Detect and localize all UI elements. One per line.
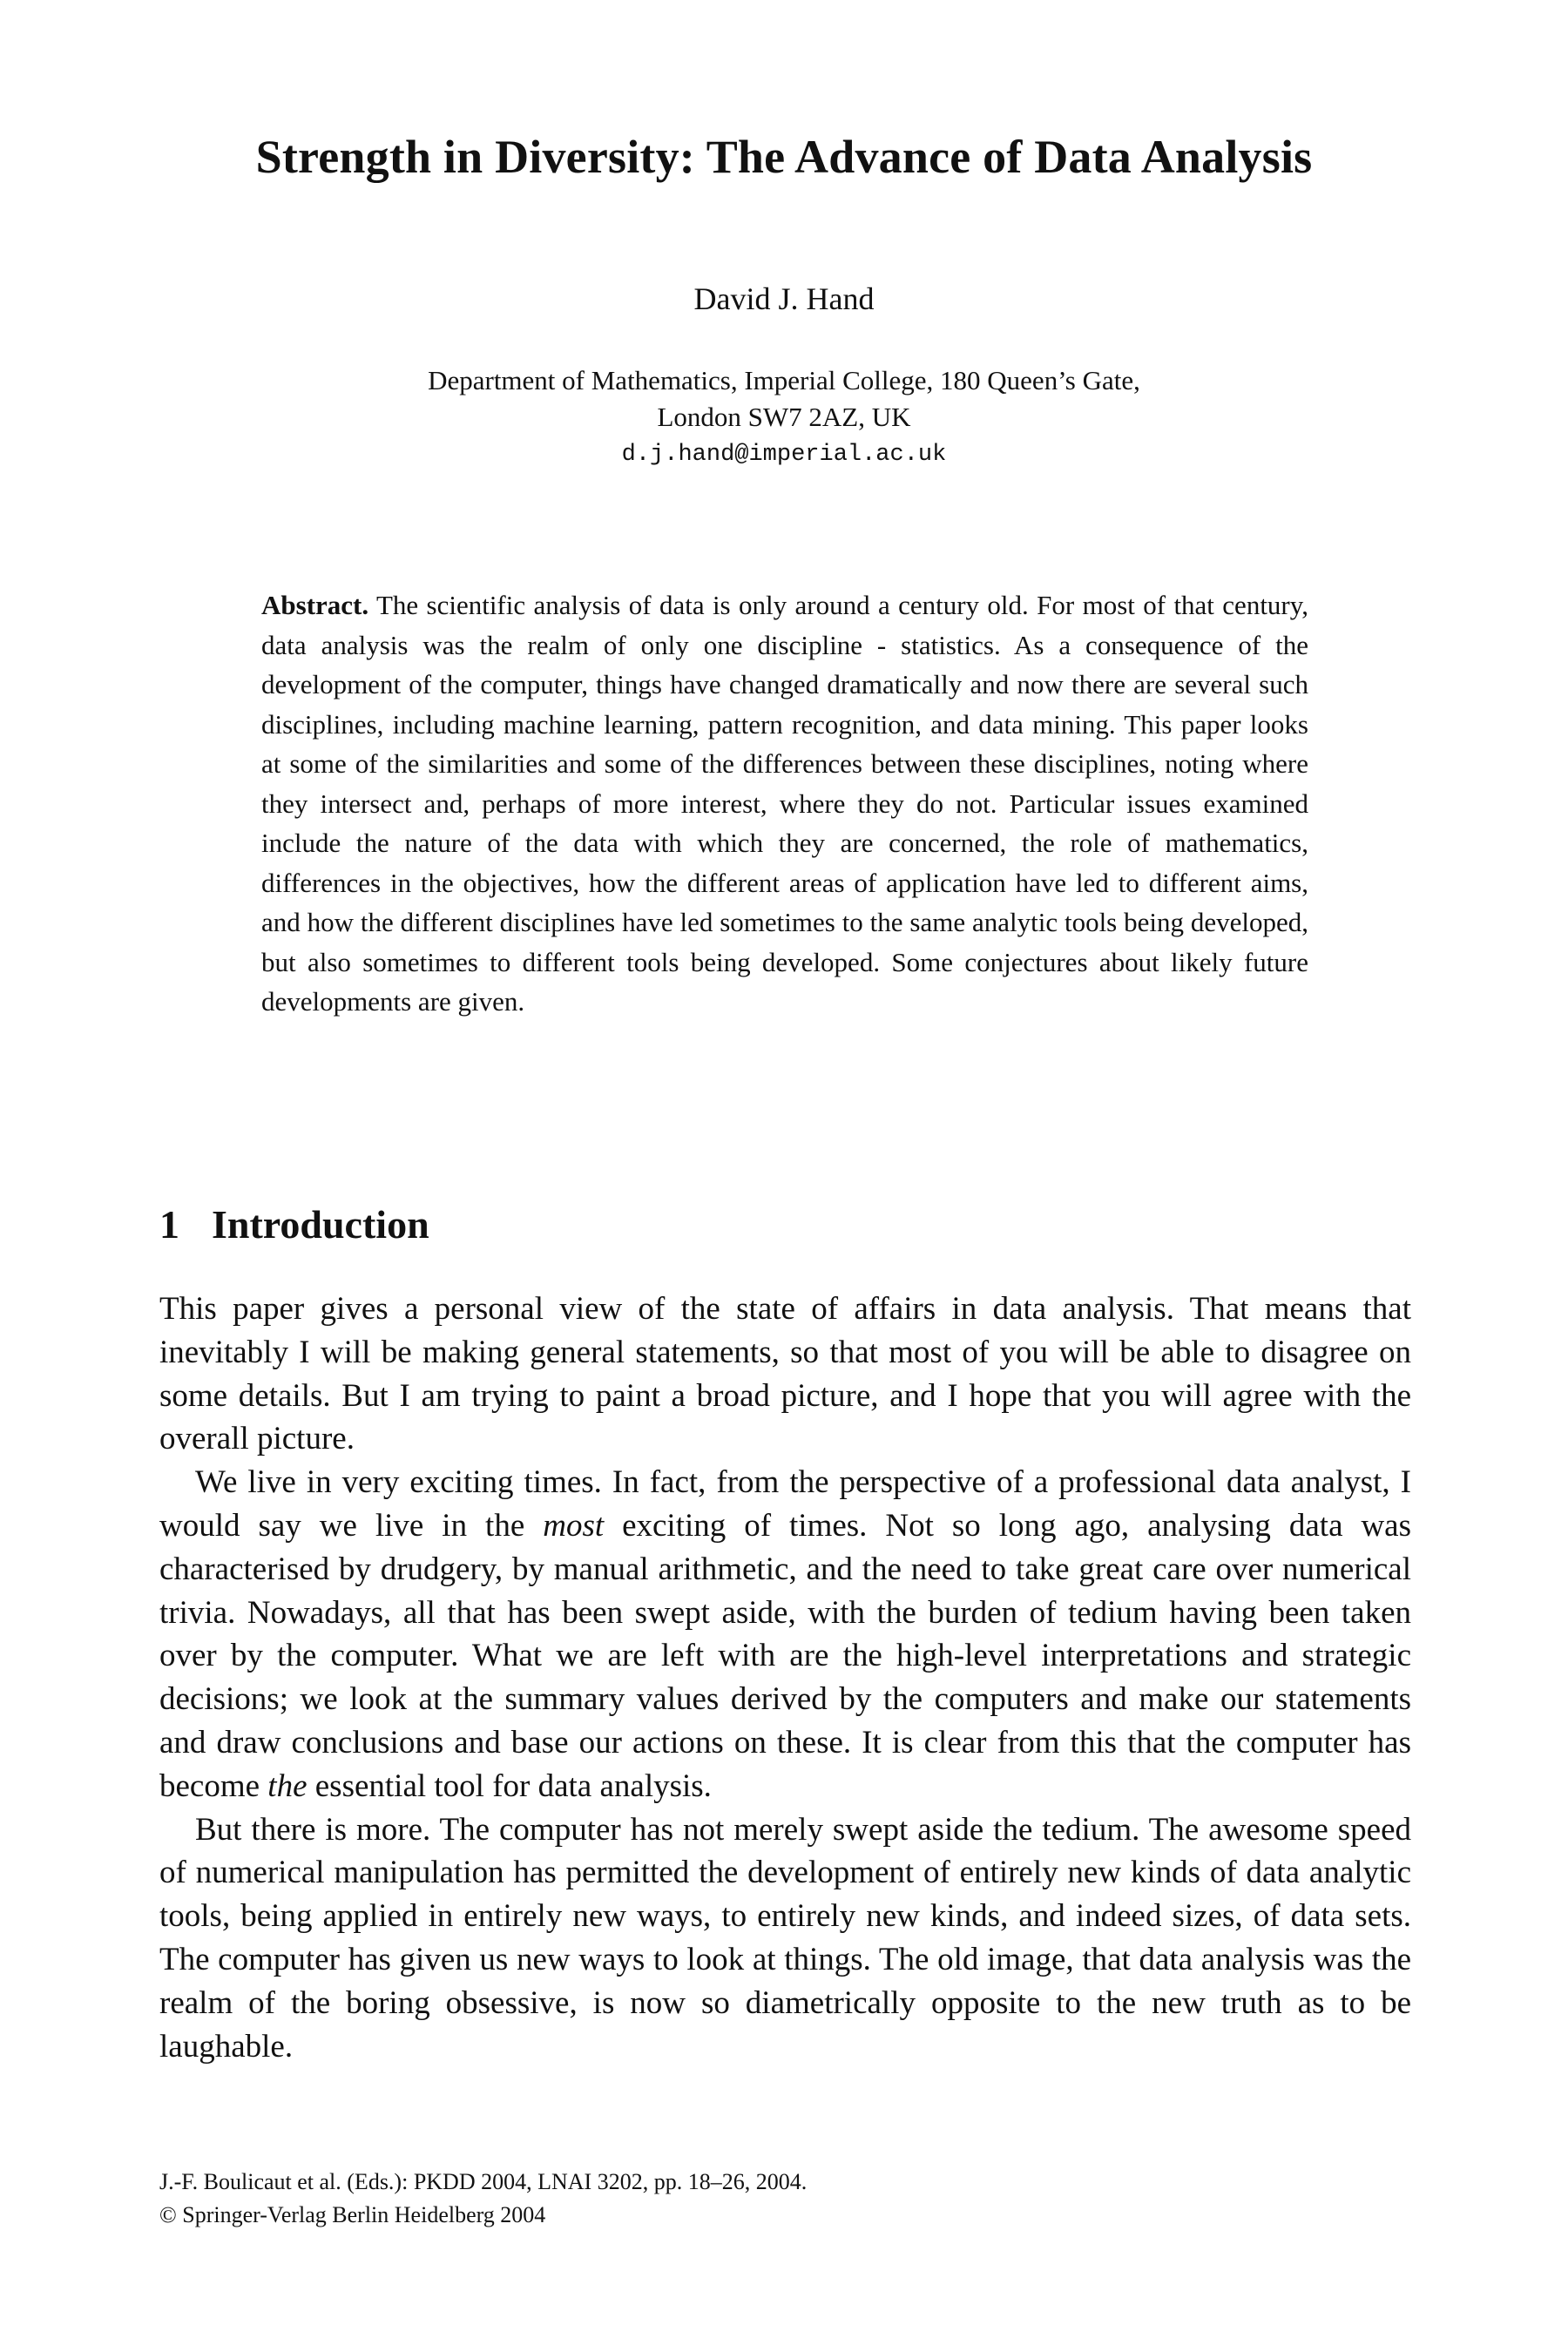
abstract [261, 585, 1308, 1022]
footnote-citation: J.-F. Boulicaut et al. (Eds.): PKDD 2004, LNAI 3202, pp. 18–26, 2004. [159, 2169, 808, 2194]
abstract-text: The scientific analysis of data is only around a century old. For most of that century, data analysis was the realm of only one discipline - statistics. As a consequence of the development of the computer, things have changed dramatically and now there are several such disciplines, including machine learning, pattern recognition, and data mining. This paper looks at some of the similarities and some of the differences between these disciplines, noting where they intersect and, perhaps of more interest, where they do not. Particular issues examined include the nature of the data with which they are concerned, the role of mathematics, differences in the objectives, how the different areas of application have led to different aims, and how the different disciplines have led sometimes to the same analytic tools being developed, but also sometimes to different tools being developed. Some conjectures about likely future developments are given. [261, 590, 1308, 1017]
introduction-body [159, 1288, 1411, 2068]
paragraph-3: But there is more. The computer has not merely swept aside the tedium. The awesome speed of numerical manipulation has permitted the development of entirely new kinds of data analytic tools, being applied in entirely new ways, to entirely new kinds, and indeed sizes, of data sets. The computer has given us new ways to look at things. The old image, that data analysis was the realm of the boring obsessive, is now so diametrically opposite to the new truth as to be laughable. [159, 1811, 1411, 2065]
paragraph-2-part-a: We live in very exciting times. In fact, from the perspective of a professional data analyst, I would say we live in the [159, 1464, 1411, 1544]
section-heading [159, 1200, 429, 1248]
affiliation-line-1: Department of Mathematics, Imperial College, 180 Queen’s Gate, [428, 365, 1140, 395]
abstract-label: Abstract. [261, 590, 369, 620]
author-name: David J. Hand [693, 281, 875, 316]
section-number: 1 [159, 1202, 179, 1247]
paragraph-2 [159, 1461, 1411, 1808]
paper-title: Strength in Diversity: The Advance of Data Analysis [255, 131, 1313, 183]
author-affiliation [0, 362, 1568, 474]
author-email: d.j.hand@imperial.ac.uk [621, 442, 947, 468]
paragraph-2-part-c: essential tool for data analysis. [307, 1767, 712, 1804]
affiliation-line-2: London SW7 2AZ, UK [657, 402, 911, 432]
paragraph-2-emphasis-the: the [267, 1767, 308, 1804]
paragraph-1: This paper gives a personal view of the state of affairs in data analysis. That means that inevitably I will be making general statements, so that most of you will be able to disagree on some details. But I am trying to paint a broad picture, and I hope that you will agree with the overall picture. [159, 1291, 1411, 1457]
section-title: Introduction [212, 1202, 429, 1247]
paragraph-2-part-b: exciting of times. Not so long ago, analysing data was characterised by drudgery, by manual arithmetic, and the need to take great care over numerical trivia. Nowadays, all that has been swept aside, with the burden of tedium having been taken over by the computer. What we are left with are the high-level interpretations and strategic decisions; we look at the summary values derived by the computers and make our statements and draw conclusions and base our actions on these. It is clear from this that the computer has become [159, 1507, 1411, 1804]
footnote-copyright: © Springer-Verlag Berlin Heidelberg 2004 [159, 2202, 546, 2227]
publication-footnote [159, 2166, 807, 2232]
paragraph-2-emphasis-most: most [543, 1507, 605, 1544]
